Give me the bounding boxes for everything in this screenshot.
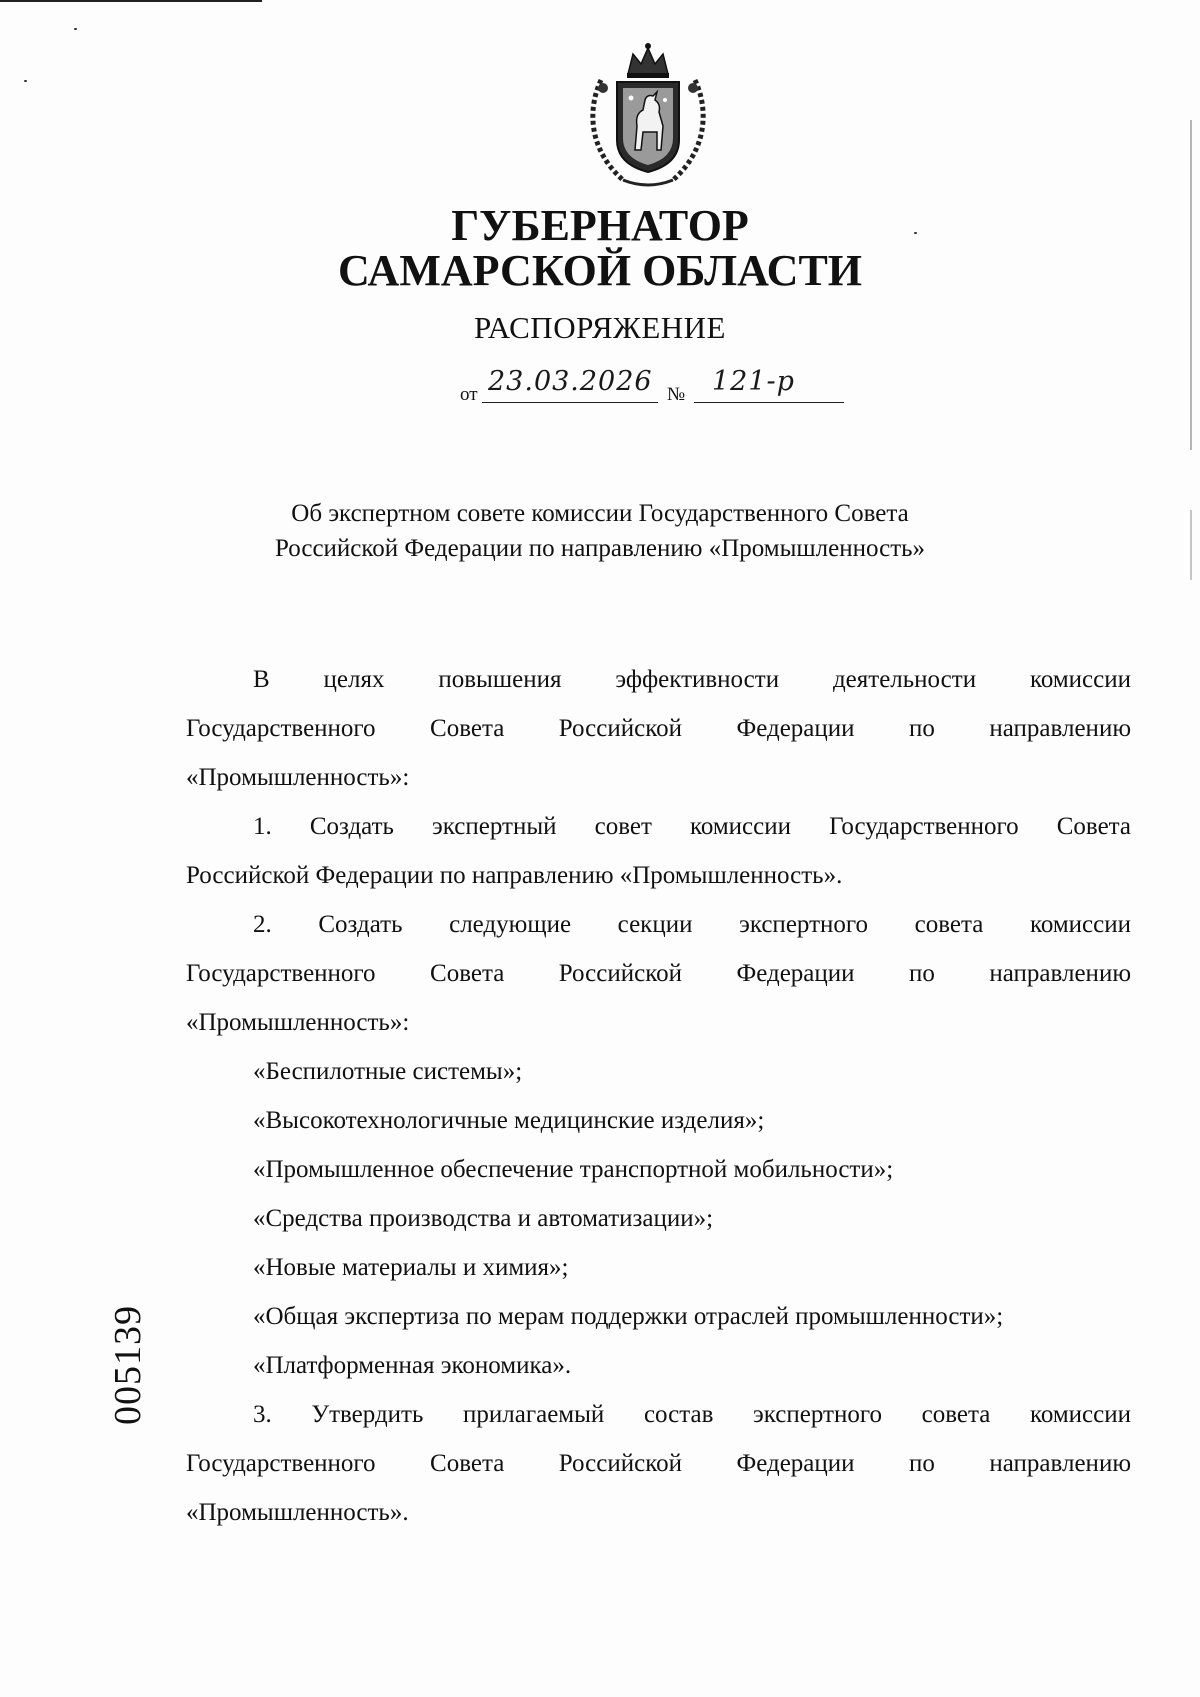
item-3-line: Государственного Совета Российской Федерации по направлению [186,1450,1131,1477]
document-subject [200,496,1000,566]
section-list-item: «Высокотехнологичные медицинские изделия»; [253,1107,765,1134]
subject-line: Российской Федерации по направлению «Промышленность» [274,535,926,562]
issuer-title-line2: САМАРСКОЙ ОБЛАСТИ [337,246,863,295]
item-2-line: 2. Создать следующие секции экспертного совета комиссии [253,911,1131,938]
preamble-line: «Промышленность»: [186,764,410,791]
section-list-item: «Промышленное обеспечение транспортной мобильности»; [253,1156,894,1183]
section-list-item: «Общая экспертиза по мерам поддержки отраслей промышленности»; [253,1303,1004,1330]
item-1-line: 1. Создать экспертный совет комиссии Государственного Совета [253,813,1131,840]
item-1-line: Российской Федерации по направлению «Промышленность». [186,862,843,889]
item-3-line: 3. Утвердить прилагаемый состав экспертного совета комиссии [253,1401,1131,1428]
scan-speck [24,80,27,82]
item-3-line: «Промышленность». [186,1499,409,1526]
section-list-item: «Беспилотные системы»; [253,1058,523,1085]
date-handwritten: 23.03.2026 [488,366,653,397]
scan-speck [74,28,77,30]
item-2-line: «Промышленность»: [186,1009,410,1036]
scan-artifact-edge [1190,510,1192,580]
coat-of-arms-icon [583,40,713,188]
section-list-item: «Платформенная экономика». [253,1352,572,1379]
scan-artifact-line [0,0,262,2]
section-list-item: «Средства производства и автоматизации»; [253,1205,714,1232]
issuer-title-line1: ГУБЕРНАТОР [451,201,749,250]
date-prefix: от [460,384,478,405]
registration-number: 005139 [107,1305,149,1425]
scan-speck [914,232,917,234]
section-list-item: «Новые материалы и химия»; [253,1254,569,1281]
preamble-line: Государственного Совета Российской Федерации по направлению [186,715,1131,742]
preamble-line: В целях повышения эффективности деятельности комиссии [253,666,1131,693]
scan-artifact-edge [1190,120,1192,450]
subject-line: Об экспертном совете комиссии Государственного Совета [291,500,909,527]
document-type: РАСПОРЯЖЕНИЕ [474,310,726,345]
document-body [186,655,1131,1537]
number-prefix: № [667,384,686,405]
item-2-line: Государственного Совета Российской Федерации по направлению [186,960,1131,987]
number-handwritten: 121-р [712,366,795,397]
